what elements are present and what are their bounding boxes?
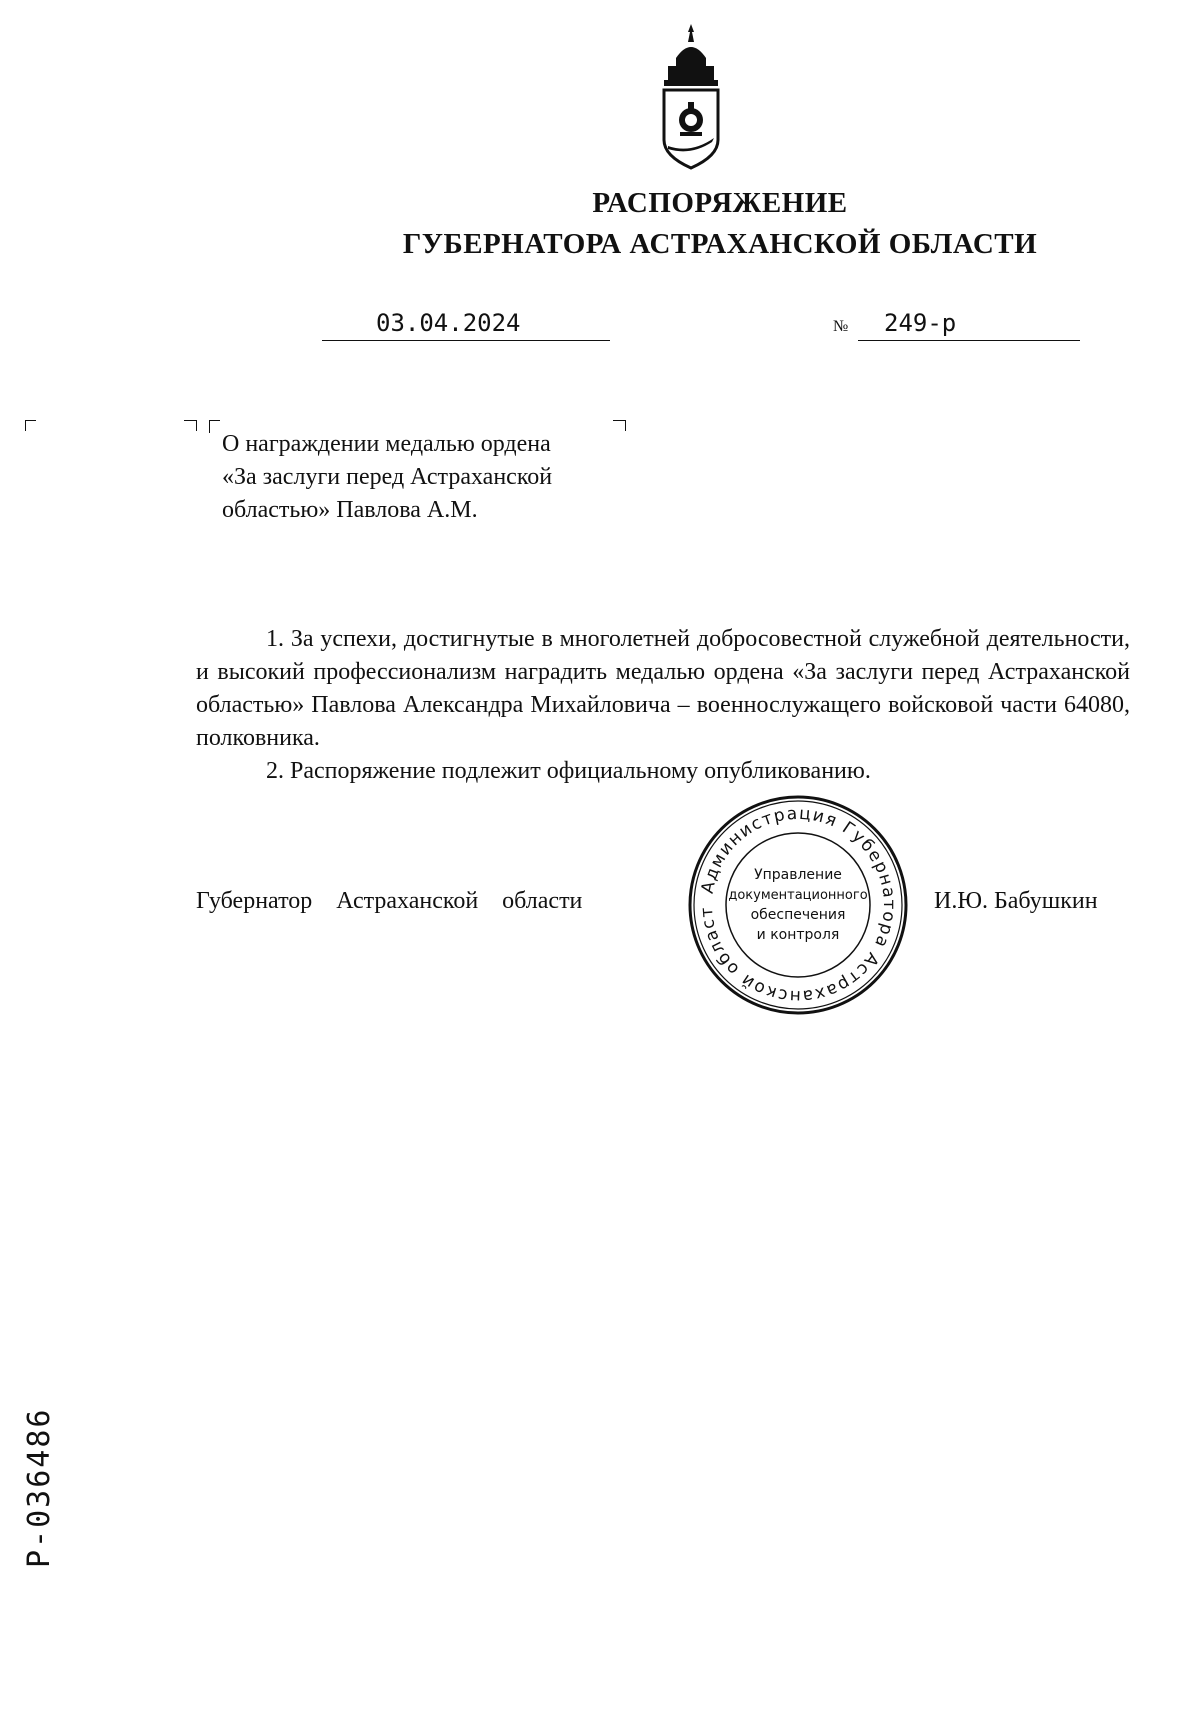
form-serial-number: Р-036486 (22, 1407, 57, 1568)
document-date: 03.04.2024 (376, 309, 521, 337)
date-underline (322, 340, 610, 341)
number-underline (858, 340, 1080, 341)
seal-ring-text: Администрация Губернатора Астраханской област (696, 803, 900, 1007)
subject-line: О награждении медалью ордена (222, 431, 551, 457)
margin-corner-mark (25, 420, 36, 431)
document-body (196, 623, 1130, 788)
body-paragraph: 1. За успехи, достигнутые в многолетней добросовестной служебной деятельности, и высокий профессионализм наградить медалью ордена «За заслуги перед Астраханской областью» Павлова Александра Михайловича – военнослужащего войсковой части 64080, полковника. (196, 626, 1130, 751)
document-issuer: ГУБЕРНАТОРА АСТРАХАНСКОЙ ОБЛАСТИ (402, 228, 1038, 260)
document-title: РАСПОРЯЖЕНИЕ (592, 187, 848, 219)
body-paragraph: 2. Распоряжение подлежит официальному опубликованию. (266, 758, 871, 784)
seal-center-text: документационного (728, 888, 868, 903)
subject-corner-mark (184, 420, 197, 431)
official-seal (686, 793, 910, 1017)
seal-center-text: Управление (754, 867, 842, 883)
seal-center-text: обеспечения (750, 907, 846, 923)
coat-of-arms-icon (654, 22, 728, 170)
subject-line: «За заслуги перед Астраханской (222, 464, 553, 490)
subject-line: областью» Павлова А.М. (222, 497, 478, 523)
signatory-name: И.Ю. Бабушкин (934, 888, 1098, 914)
subject-corner-mark (209, 420, 220, 433)
document-subject (222, 428, 642, 527)
seal-center-text: и контроля (756, 927, 840, 943)
number-sign: № (833, 318, 849, 335)
document-number: 249-р (884, 309, 957, 337)
signatory-position: Губернатор Астраханской области (196, 888, 583, 914)
